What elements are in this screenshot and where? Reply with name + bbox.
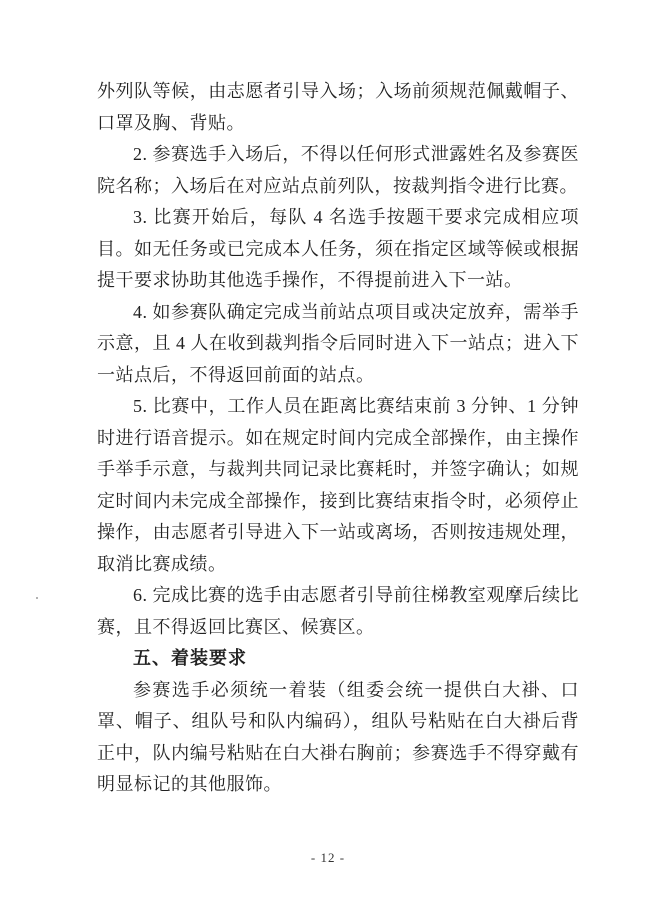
scan-artifact-dot [36,597,38,599]
paragraph-rule-3: 3. 比赛开始后，每队 4 名选手按题干要求完成相应项目。如无任务或已完成本人任务，须在指定区域等候或根据提干要求协助其他选手操作，不得提前进入下一站。 [97,207,579,290]
paragraph-rule-4: 4. 如参赛队确定完成当前站点项目或决定放弃，需举手示意，且 4 人在收到裁判指令后同时进入下一站点；进入下一站点后，不得返回前面的站点。 [97,301,579,385]
section-heading-attire-requirements: 五、着装要求 [133,648,247,668]
paragraph-rule-6: 6. 完成比赛的选手由志愿者引导前往梯教室观摩后续比赛，且不得返回比赛区、候赛区。 [97,585,579,637]
paragraph-attire-body: 参赛选手必须统一着装（组委会统一提供白大褂、口罩、帽子、组队号和队内编码），组队号粘贴在白大褂后背正中，队内编号粘贴在白大褂右胸前；参赛选手不得穿戴有明显标记的其他服饰。 [97,679,579,794]
paragraph-rule-5: 5. 比赛中，工作人员在距离比赛结束前 3 分钟、1 分钟时进行语音提示。如在规定时间内完成全部操作，由主操作手举手示意，与裁判共同记录比赛耗时，并签字确认；如规定时间内未完成全部操作，接到比赛结束指令时，必须停止操作，由志愿者引导进入下一站或离场，否则按违规处理，取消比赛成绩。 [97,396,579,574]
paragraph-rule-2: 2. 参赛选手入场后，不得以任何形式泄露姓名及参赛医院名称；入场后在对应站点前列队，按裁判指令进行比赛。 [97,144,579,196]
page-text-block [97,76,579,801]
paragraph-continuation: 外列队等候，由志愿者引导入场；入场前须规范佩戴帽子、口罩及胸、背贴。 [97,81,579,133]
page-number: - 12 - [310,850,346,865]
